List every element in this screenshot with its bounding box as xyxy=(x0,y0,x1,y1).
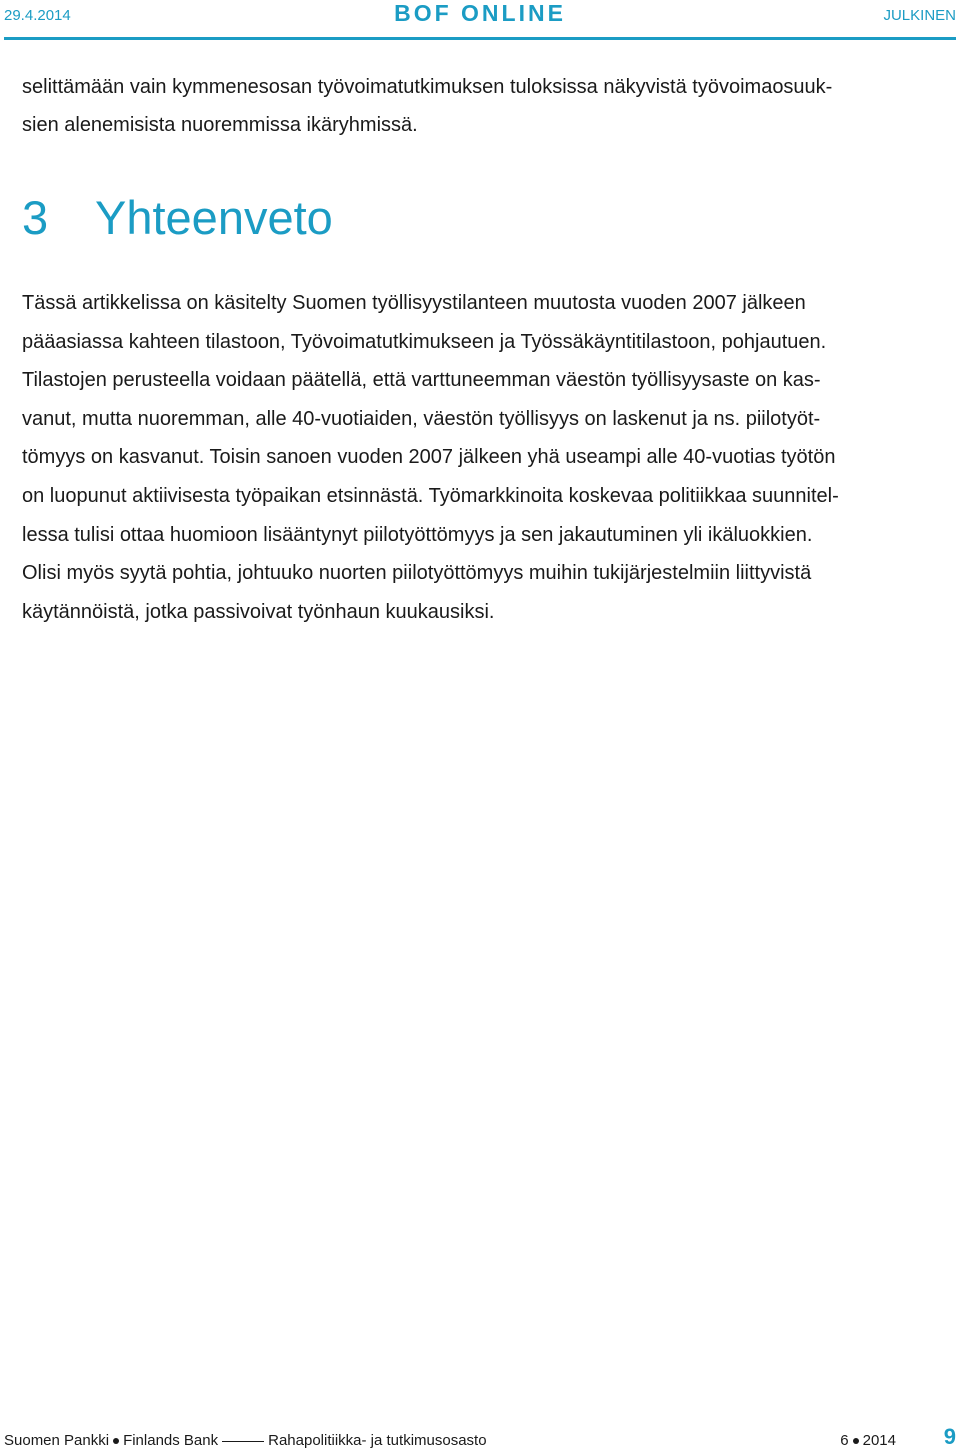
issue-number: 6 xyxy=(840,1432,849,1449)
page-content xyxy=(22,68,938,631)
classification-label: JULKINEN xyxy=(883,7,956,24)
section-number: 3 xyxy=(22,191,49,244)
paragraph-line: tömyys on kasvanut. Toisin sanoen vuoden 2007 jälkeen yhä useampi alle 40-vuotias työtön xyxy=(22,446,836,469)
paragraph-line: lessa tulisi ottaa huomioon lisääntynyt piilotyöttömyys ja sen jakautuminen yli ikäluokkien. xyxy=(22,523,813,546)
dash-separator xyxy=(222,1441,264,1442)
section-heading xyxy=(22,188,938,248)
publication-title: BOF ONLINE xyxy=(394,0,566,26)
header-date: 29.4.2014 xyxy=(4,7,71,24)
intro-paragraph xyxy=(22,68,938,144)
paragraph-line: Tilastojen perusteella voidaan päätellä, että varttuneemman väestön työllisyysaste on kas- xyxy=(22,369,821,392)
issue-year: 2014 xyxy=(862,1432,896,1449)
footer-org-en: Finlands Bank xyxy=(123,1432,219,1449)
paragraph-line: käytännöistä, jotka passivoivat työnhaun kuukausiksi. xyxy=(22,600,495,623)
paragraph-line: Tässä artikkelissa on käsitelty Suomen työllisyystilanteen muutosta vuoden 2007 jälkeen xyxy=(22,292,806,314)
intro-line: sien alenemisista nuoremmissa ikäryhmissä. xyxy=(22,114,418,136)
paragraph-line: on luopunut aktiivisesta työpaikan etsinnästä. Työmarkkinoita koskevaa politiikkaa suunnitel- xyxy=(22,484,839,507)
footer-org-fi: Suomen Pankki xyxy=(4,1432,110,1449)
header-divider xyxy=(4,37,956,40)
footer-department: Rahapolitiikka- ja tutkimusosasto xyxy=(268,1432,487,1449)
page-header xyxy=(0,0,960,30)
page-number: 9 xyxy=(943,1424,956,1449)
bullet-separator xyxy=(853,1438,859,1444)
footer-issue xyxy=(840,1432,896,1449)
paragraph-line: Olisi myös syytä pohtia, johtuuko nuorten piilotyöttömyys muihin tukijärjestelmiin liittyvistä xyxy=(22,562,812,585)
footer-organization xyxy=(4,1432,487,1449)
paragraph-line: vanut, mutta nuoremman, alle 40-vuotiaiden, väestön työllisyys on laskenut ja ns. piilotyöt- xyxy=(22,407,821,430)
bullet-separator xyxy=(113,1438,119,1444)
paragraph-line: pääasiassa kahteen tilastoon, Työvoimatutkimukseen ja Työssäkäyntitilastoon, pohjautuen. xyxy=(22,330,827,353)
intro-line: selittämään vain kymmenesosan työvoimatutkimuksen tuloksissa näkyvistä työvoimaosuuk- xyxy=(22,76,833,98)
summary-paragraph xyxy=(22,284,938,631)
page-footer xyxy=(0,1424,960,1454)
section-title: Yhteenveto xyxy=(95,191,333,244)
